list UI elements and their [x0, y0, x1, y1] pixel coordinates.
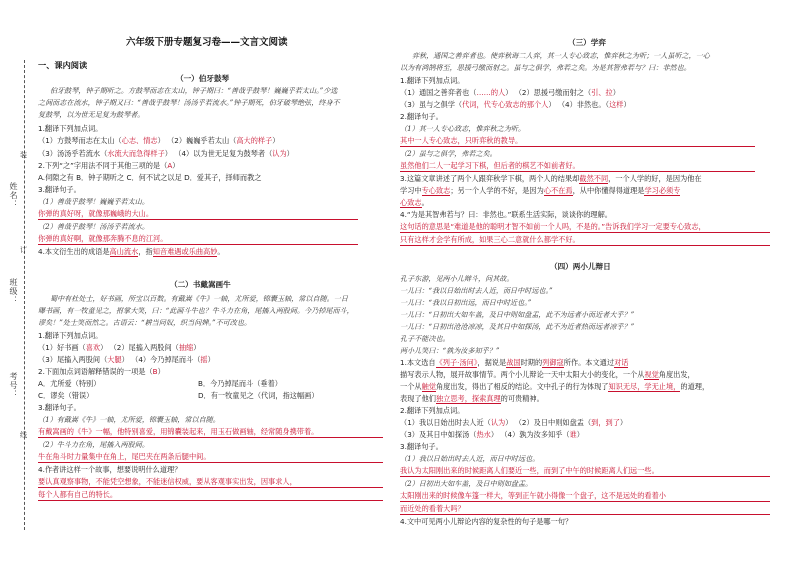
p4-question-1-line-2: [400, 370, 695, 380]
answer: 列御寇: [542, 358, 564, 367]
answer: 心致志: [400, 198, 422, 207]
question-text: （3）虽与之俱学（: [400, 100, 463, 109]
question-text: ）: [157, 367, 165, 376]
answer-line: [400, 514, 770, 515]
p2-q2-option-c: C．谬矣（错误）: [38, 391, 94, 400]
answer: 知识无尽，学无止境，: [608, 382, 681, 391]
p2-q1-row-2: [38, 355, 215, 365]
p2-q3-answer-1: 有戴嵩画的《牛》一幅，他特别喜爱，用锦囊装起来，用玉石做画轴，经常随身携带着。: [38, 427, 319, 436]
answer: 摇: [200, 355, 208, 364]
passage-4-title: （四）两小儿辩日: [550, 262, 611, 271]
question-text: ）: [612, 88, 620, 97]
question-text: 。: [421, 198, 429, 207]
question-text: ）: [172, 161, 180, 170]
answer: 认为: [490, 418, 506, 427]
p4-q2-row-1: [400, 418, 627, 428]
p4-q3-answer-1: 我认为太阳刚出来的时候距离人们要近一些，而到了中午的时候距离人们远一些。: [400, 466, 659, 475]
p1-question-4: [38, 247, 225, 257]
question-text: 的道理，: [680, 382, 710, 391]
passage-4-line-6: 孔子不能决也。: [400, 334, 450, 343]
question-text: ） （4）以为世无足复为鼓琴者（: [164, 149, 273, 158]
question-text: （1）通国之善弈者也（: [400, 88, 477, 97]
answer-line: [38, 219, 358, 220]
page-title: 六年级下册专题复习卷——文言文阅读: [126, 37, 288, 48]
question-text: 角度出发，: [658, 370, 695, 379]
p4-q2-row-2: [400, 430, 584, 440]
p3-question-3-line-2: [400, 186, 680, 196]
p4-question-1-line-4: [400, 394, 544, 404]
question-text: ）: [207, 355, 215, 364]
p2-q2-option-b: B．今乃掉尾而斗（垂着）: [198, 379, 282, 388]
answer-line: [38, 500, 383, 501]
p3-q4-answer-1: 这句话的意思是“难道是他的聪明才智不如前一个人吗，不是的。”告诉我们学习一定要专心致志，: [400, 222, 706, 231]
question-text: 表现了他们: [400, 394, 436, 403]
p3-q1-row-1: [400, 88, 620, 98]
question-text: （1）好书画（: [38, 343, 86, 352]
question-text: 1.本文选自: [400, 358, 436, 367]
question-text: ）: [286, 149, 294, 158]
p2-q3-sentence-2: （2）牛斗力在角，尾搐入两股间。: [38, 440, 149, 449]
question-text: 时期的: [520, 358, 543, 367]
passage-1-line-3: 复鼓琴，以为世无足复为鼓琴者。: [38, 110, 145, 119]
p4-question-4: 4.文中可见两小儿辩论内容的复杂性的句子是哪一句？: [400, 517, 573, 526]
question-text: 角度出发，得出了相反的结论。文中孔子的行为体现了: [435, 382, 609, 391]
passage-3-line-2: 以为有鸿鹄将至，思援弓缴而射之。虽与之俱学，弗若之矣。为是其智弗若与？曰：非然也。: [400, 63, 691, 72]
answer-line: [38, 244, 358, 245]
p4-question-1-line-1: [400, 358, 628, 368]
p3-q2-sentence-2: （2）虽与之俱学，弗若之矣。: [400, 149, 497, 158]
p3-question-4: 4.“为是其智弗若与？曰：非然也。”联系生活实际，谈谈你的理解。: [400, 210, 612, 219]
p4-question-3: 3.翻译句子。: [400, 442, 443, 451]
passage-1-line-2: 之间而志在流水，钟子期又曰：“善哉乎鼓琴！汤汤乎若流水。”钟子期死，伯牙破琴绝弦，终身不: [38, 98, 340, 107]
p3-question-3-line-3: [400, 198, 429, 208]
sidebar-name-label: 姓名：: [9, 182, 18, 209]
question-text: 2.下列“之”字用法不同于其他三项的是（: [38, 161, 168, 170]
question-text: ） （2）及日中则如盘盂（: [505, 418, 592, 427]
passage-4-line-3: 一儿曰：“我以日初出远，而日中时近也。”: [400, 298, 532, 307]
p4-q3-answer-2a: 太阳刚出来的时候像车篷一样大，等到正午就小得像一个盘子，这不是远处的看着小: [400, 491, 666, 500]
answer: 截然不同: [579, 174, 609, 183]
binding-strip: [0, 0, 40, 562]
answer: 心志、情志: [121, 136, 158, 145]
question-text: ，一个人学的好，是因为他在: [608, 174, 702, 183]
passage-3-line-1: 弈秋，通国之善弈者也。使弈秋诲二人弈，其一人专心致志，惟弈秋之为听；一人虽听之，一心: [412, 51, 710, 60]
passage-4-line-7: 两小儿笑曰：“孰为汝多知乎？”: [400, 346, 500, 355]
passage-4-line-2: 一儿曰：“我以日始出时去人近，而日中时远也。”: [400, 286, 553, 295]
question-text: ） （4）非然也。（: [548, 100, 610, 109]
binding-mark-1: 装: [20, 151, 27, 159]
answer: 认为: [272, 149, 287, 158]
p1-q3-sentence-2: （2）善哉乎鼓琴！汤汤乎若流水。: [38, 222, 149, 231]
p1-question-1: 1.翻译下列加点词。: [38, 124, 103, 133]
p3-question-3-line-1: [400, 174, 702, 184]
answer: 这样: [609, 100, 624, 109]
answer: 专心致志: [421, 186, 451, 195]
question-text: ）: [193, 343, 201, 352]
question-text: （3）及其日中如探汤（: [400, 430, 477, 439]
passage-3-title: （三）学弈: [568, 38, 606, 47]
passage-2-line-2: 曝书画，有一牧童见之，拊掌大笑，曰：“此画斗牛也？牛斗力在角，尾搐入两股间。今乃掉尾而斗，: [38, 306, 354, 315]
p4-q3-sentence-2: （2）日初出大如车盖，及日中则如盘盂。: [400, 479, 533, 488]
p2-q4-answer-1: 要认真观察事物，不能凭空想象，不能迷信权威，要从客观事实出发，因事求人，: [38, 477, 297, 486]
passage-4-line-1: 孔子东游，见两小儿辩斗，问其故。: [400, 274, 514, 283]
answer: 热水: [476, 430, 491, 439]
answer: 学习必须专: [644, 186, 681, 195]
sidebar-id-label: 考号：: [9, 372, 18, 399]
question-text: 。: [217, 247, 225, 256]
p1-q3-answer-1: 你弹的真好呀，就像那巍峨的大山。: [38, 209, 154, 218]
p1-question-3: 3.翻译句子。: [38, 185, 81, 194]
answer: 高大的样子: [236, 136, 273, 145]
question-text: ；另一个人学的不好，是因为: [450, 186, 544, 195]
question-text: ） （4）今乃掉尾而斗（: [121, 355, 201, 364]
answer: A: [167, 161, 173, 170]
question-text: 描写表示人物，展开故事情节。两个小儿辩论一天中太阳大小的变化，一个从: [400, 370, 645, 379]
p3-q4-answer-2: 只有这样才会学有所成，如果三心二意就什么都学不好。: [400, 235, 580, 244]
question-text: 4.本文衍生出的成语是: [38, 247, 110, 256]
passage-1-title: （一）伯牙鼓琴: [176, 74, 230, 83]
answer: 对话: [614, 358, 629, 367]
answer: 独立思考，探索真理: [435, 394, 501, 403]
p4-q3-sentence-1: （1）我以日始出时去人近，而日中时远也。: [400, 454, 540, 463]
answer-line: [400, 171, 755, 172]
passage-1-line-1: 伯牙鼓琴，钟子期听之。方鼓琴而志在太山，钟子期曰：“善哉乎鼓琴！巍巍乎若太山。”少选: [50, 86, 338, 95]
p3-q2-answer-2: 虽然他们二人一起学习下棋，但后者的棋艺不如前者好。: [400, 161, 580, 170]
answer: 代词，代专心致志的那个人: [462, 100, 549, 109]
question-text: ）: [576, 430, 584, 439]
question-text: （1）方鼓琴而志在太山（: [38, 136, 122, 145]
p1-q3-answer-2: 你弹的真好啊，就像那奔腾不息的江河。: [38, 234, 168, 243]
p2-question-1: 1.翻译下列加点词。: [38, 331, 103, 340]
p2-question-3: 3.翻译句子。: [38, 403, 81, 412]
binding-dashed-line: [24, 60, 25, 530]
answer: 谁: [569, 430, 577, 439]
answer-line: [400, 501, 770, 502]
answer: 高山流水: [109, 247, 139, 256]
answer: B: [152, 367, 158, 376]
question-text: ，指: [138, 247, 153, 256]
section-heading-in-class: 一、课内阅读: [38, 60, 88, 70]
answer-line: [400, 146, 755, 147]
answer: 引、拉: [591, 88, 613, 97]
answer: 到，到了: [591, 418, 620, 427]
question-text: 的可贵精神。: [500, 394, 544, 403]
question-text: ）: [272, 136, 280, 145]
question-text: （3）汤汤乎若流水（: [38, 149, 108, 158]
p1-q3-sentence-1: （1）善哉乎鼓琴！巍巍乎若太山。: [38, 197, 149, 206]
passage-4-line-5: 一儿曰：“日初出沧沧凉凉，及其日中如探汤，此不为近者热而远者凉乎？”: [400, 322, 635, 331]
question-text: ） （2）思援弓缴而射之（: [505, 88, 592, 97]
question-text: 所作。本文通过: [563, 358, 615, 367]
p2-question-2: [38, 367, 165, 377]
answer: 抽缩: [178, 343, 194, 352]
answer: 大腿: [107, 355, 122, 364]
answer: 水流大而急得样子: [107, 149, 165, 158]
answer-line: [400, 476, 770, 477]
answer: 触觉: [421, 382, 436, 391]
p2-q1-row-1: [38, 343, 200, 353]
p2-q3-answer-2: 牛在角斗时力量集中在角上，尾巴夹在两条后腿中间。: [38, 452, 211, 461]
p2-q3-sentence-1: （1）有戴嵩《牛》一轴，尤所爱，锦囊玉轴，常以自随。: [38, 415, 220, 424]
question-text: 学习中: [400, 186, 422, 195]
question-text: ） （2）尾搐入两股间（: [100, 343, 179, 352]
p1-q1-row-2: [38, 149, 294, 159]
p3-q1-row-2: [400, 100, 631, 110]
answer: 视觉: [644, 370, 659, 379]
p4-question-1-line-3: [400, 382, 709, 392]
question-text: ） （2）巍巍乎若太山（: [157, 136, 237, 145]
question-text: ，从中你懂得得道理是: [572, 186, 645, 195]
question-text: （1）我以日始出时去人近（: [400, 418, 491, 427]
question-text: （3）尾搐入两股间（: [38, 355, 108, 364]
p1-question-2: [38, 161, 179, 171]
answer: 《列子·汤问》: [435, 358, 478, 367]
p3-question-2: 2.翻译句子。: [400, 112, 443, 121]
answer: ……的人: [476, 88, 506, 97]
answer-line: [400, 232, 770, 233]
binding-mark-2: 订: [20, 246, 27, 254]
p3-q2-answer-1: 其中一人专心致志，只听弈秋的教导。: [400, 136, 523, 145]
p2-q2-option-d: D．有一牧童见之（代词，指这幅画）: [198, 391, 319, 400]
p4-q3-answer-2b: 而近处的看着大吗？: [400, 504, 465, 513]
answer: 知音难遇或乐曲高妙: [152, 247, 218, 256]
question-text: ）: [623, 100, 631, 109]
answer-line: [38, 437, 383, 438]
p3-question-1: 1.翻译下列加点词。: [400, 76, 465, 85]
p2-question-4: 4.作者讲这样一个故事，想要说明什么道理？: [38, 465, 182, 474]
question-text: ）: [619, 418, 628, 427]
answer: 喜欢: [85, 343, 101, 352]
question-text: ） （4）孰为汝多知乎（: [490, 430, 570, 439]
answer-line: [400, 245, 770, 246]
answer-line: [38, 487, 383, 488]
p2-q4-answer-2: 每个人都有自己的特长。: [38, 490, 118, 499]
passage-2-title: （二）书戴嵩画牛: [170, 280, 231, 289]
passage-2-line-3: 谬矣！”处士笑而然之。古语云：“耕当问奴，织当问婢。”不可改也。: [38, 318, 252, 327]
question-text: 一个从: [400, 382, 422, 391]
passage-4-line-4: 一儿曰：“日初出大如车盖，及日中则如盘盂，此不为远者小而近者大乎？”: [400, 310, 635, 319]
answer: 战国: [506, 358, 521, 367]
sidebar-class-label: 班级：: [9, 278, 18, 305]
answer: 心不在焉: [543, 186, 573, 195]
p1-q2-options: A.伺隙之有 B．钟子期听之 C．何不试之以足 D．爱其子，择师而教之: [38, 173, 262, 182]
p3-q2-sentence-1: （1）其一人专心致志，惟弈秋之为听。: [400, 124, 526, 133]
passage-2-line-1: 蜀中有杜处士，好书画，所宝以百数。有戴嵩《牛》一轴，尤所爱，锦囊玉轴，常以自随。一日: [50, 294, 348, 303]
question-text: 3.这篇文章讲述了两个人跟弈秋学下棋，两个人的结果却: [400, 174, 580, 183]
p1-q1-row-1: [38, 136, 279, 146]
answer-line: [38, 462, 383, 463]
p4-question-2: 2.翻译下列加点词。: [400, 406, 465, 415]
binding-mark-3: 线: [20, 431, 27, 439]
question-text: ，据说是: [477, 358, 507, 367]
question-text: 2.下面加点词语解释错误的一项是（: [38, 367, 153, 376]
p2-q2-option-a: A．尤所爱（特别）: [38, 379, 101, 388]
